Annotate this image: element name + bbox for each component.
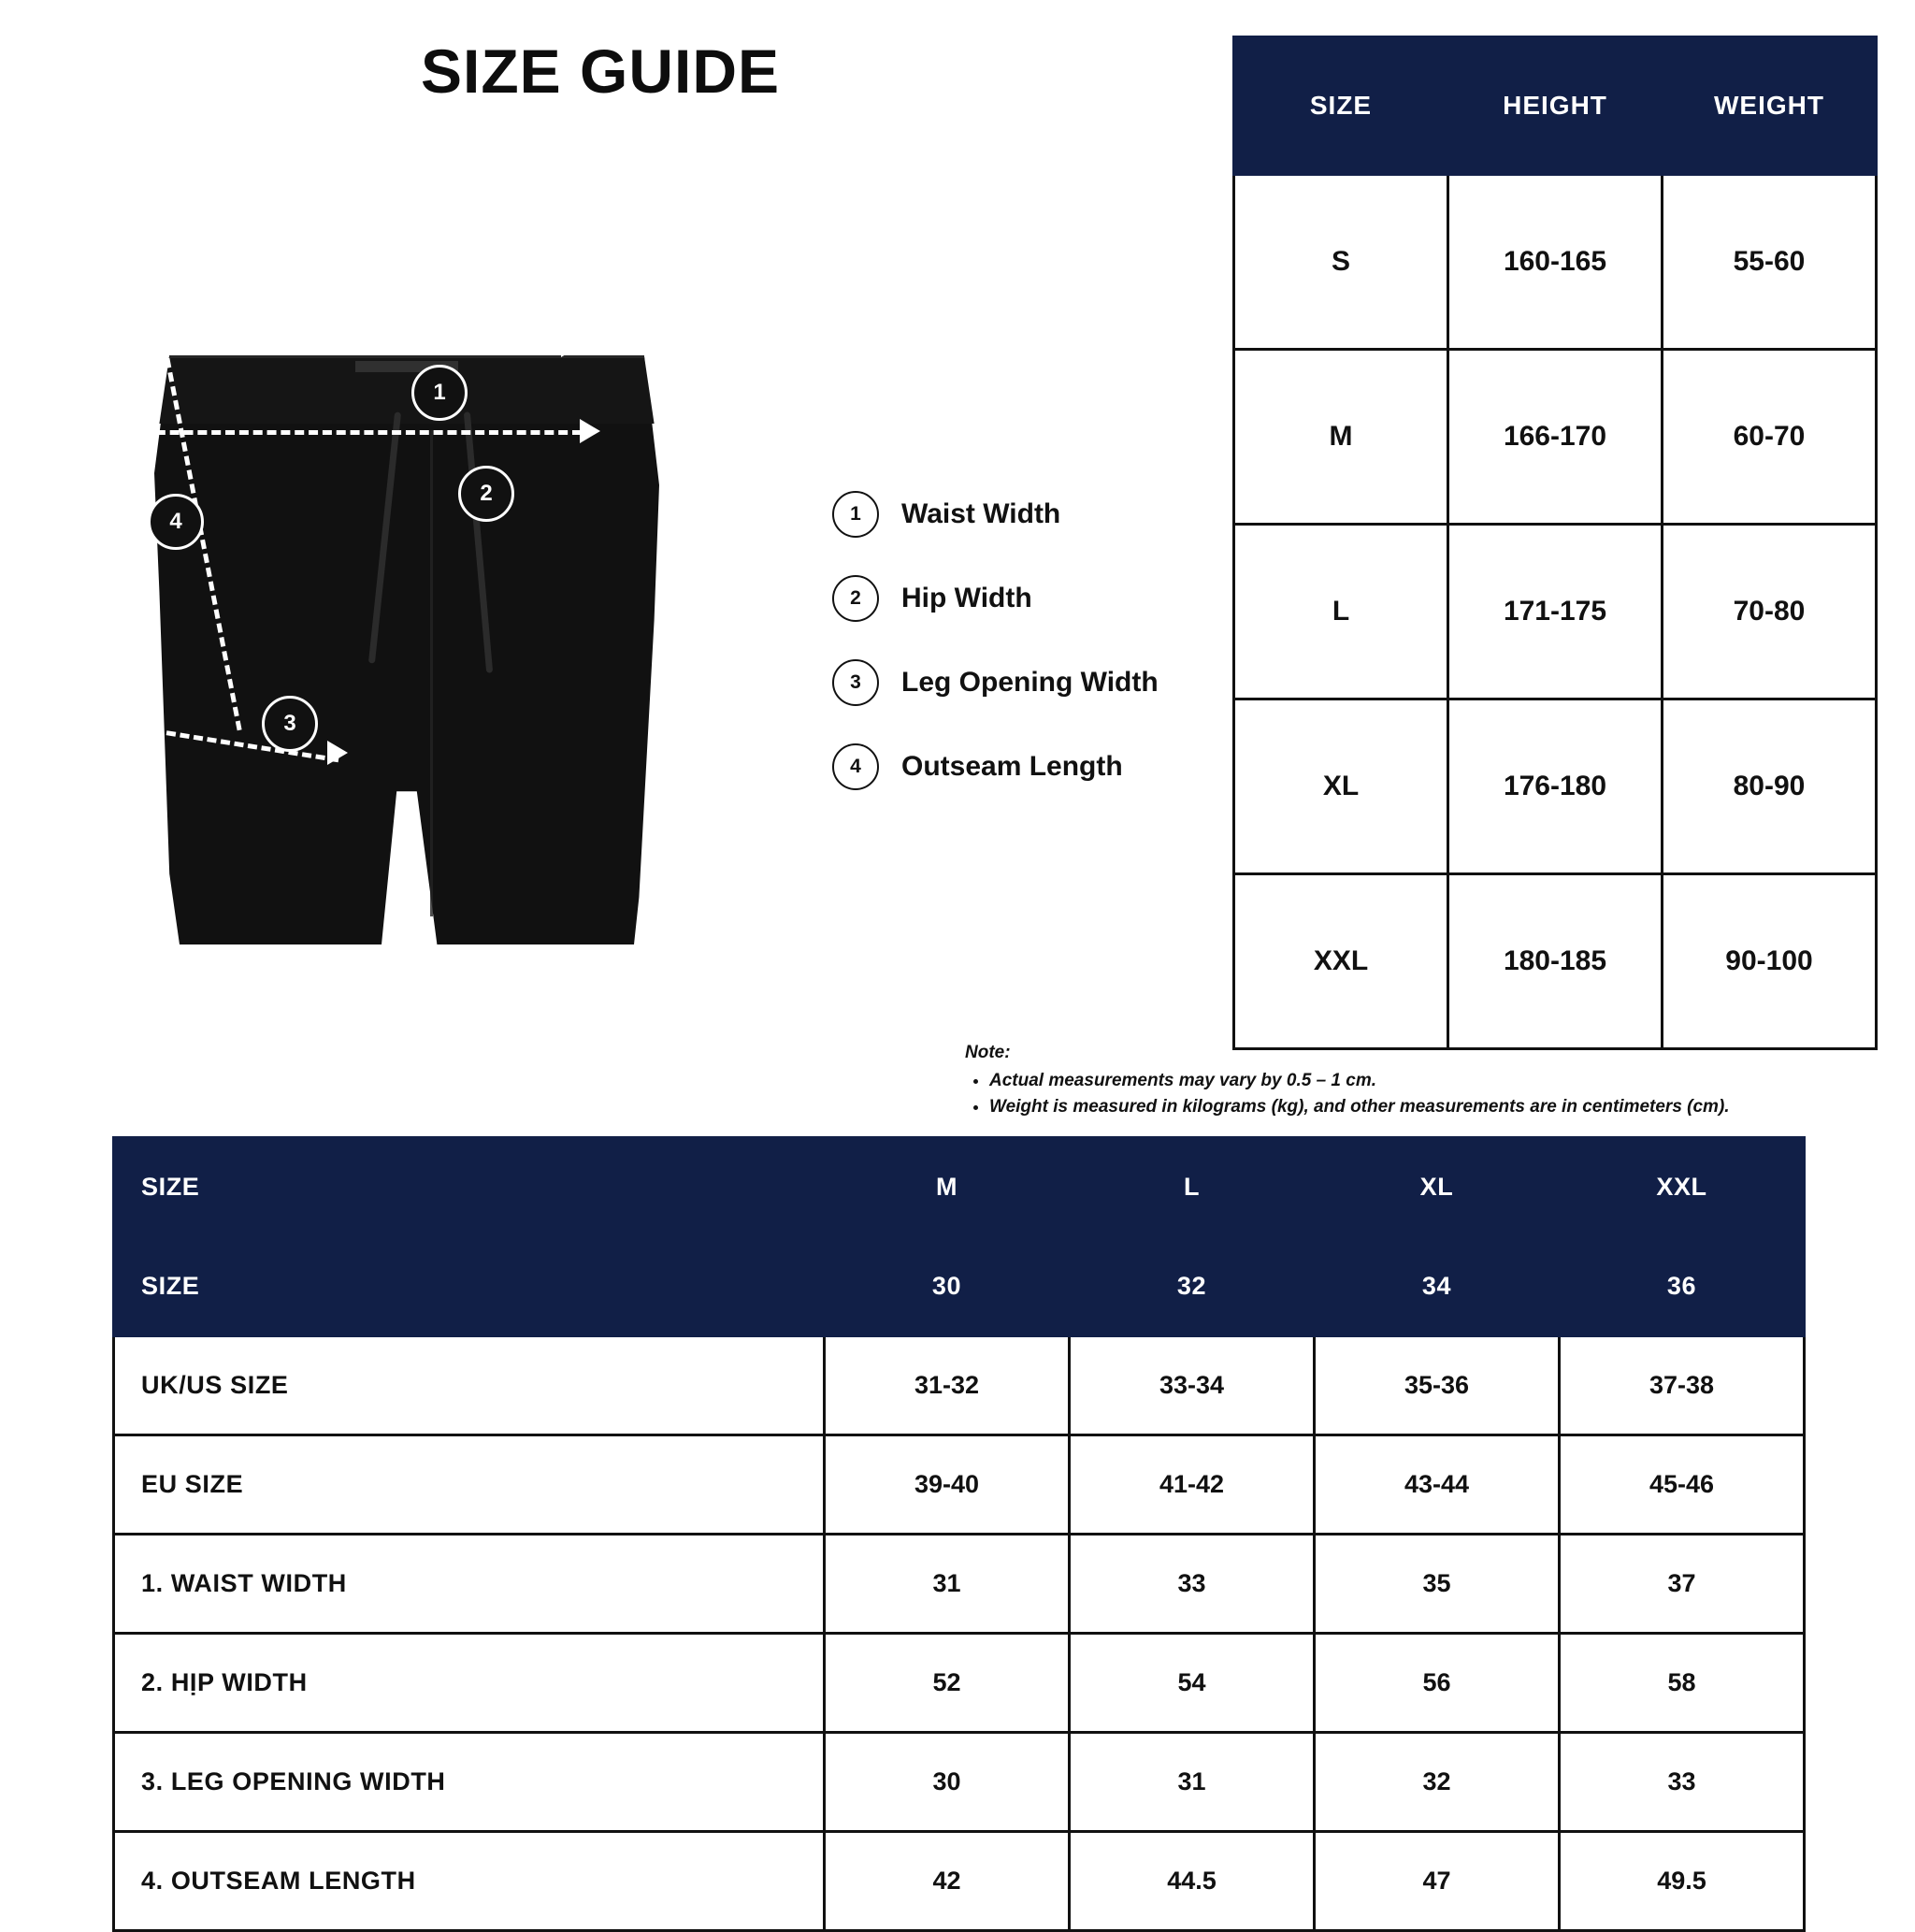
badge-leg-opening-label: 3 <box>283 711 296 736</box>
body-size-cell: S <box>1234 175 1448 350</box>
badge-waist-width-label: 1 <box>433 380 446 405</box>
legend-label-outseam-length: Outseam Length <box>901 751 1123 782</box>
table-row <box>114 1336 1805 1435</box>
product-diagram <box>94 309 711 963</box>
note-heading: Note: <box>965 1043 1011 1062</box>
body-size-col-weight: WEIGHT <box>1663 37 1877 175</box>
legend-item-hip-width <box>832 575 1225 622</box>
measure-header-row-letter <box>114 1138 1805 1237</box>
measure-header-num-30: 30 <box>825 1237 1070 1336</box>
row-value: 43-44 <box>1315 1435 1560 1535</box>
legend-number-4: 4 <box>832 743 879 790</box>
waist-width-arrow <box>161 344 563 349</box>
row-label: 4. OUTSEAM LENGTH <box>114 1832 825 1931</box>
row-value: 39-40 <box>825 1435 1070 1535</box>
legend-item-outseam-length <box>832 743 1225 790</box>
row-value: 47 <box>1315 1832 1560 1931</box>
shorts-illustration <box>122 337 701 944</box>
measure-header-m: M <box>825 1138 1070 1237</box>
body-height-cell: 160-165 <box>1448 175 1663 350</box>
note-block <box>965 1043 1891 1123</box>
badge-outseam-label: 4 <box>169 509 182 534</box>
badge-outseam-length <box>148 494 204 550</box>
page-title: SIZE GUIDE <box>421 36 781 106</box>
measure-header-num-34: 34 <box>1315 1237 1560 1336</box>
row-value: 42 <box>825 1832 1070 1931</box>
leg-opening-left-head <box>95 711 116 735</box>
measure-header-xl: XL <box>1315 1138 1560 1237</box>
hip-width-arrow <box>142 430 582 435</box>
badge-leg-opening-width <box>262 696 318 752</box>
row-value: 30 <box>825 1733 1070 1832</box>
row-value: 52 <box>825 1634 1070 1733</box>
body-weight-cell: 55-60 <box>1663 175 1877 350</box>
shorts-body <box>154 355 659 944</box>
body-size-col-size: SIZE <box>1234 37 1448 175</box>
row-value: 49.5 <box>1560 1832 1805 1931</box>
row-label: 2. HỊP WIDTH <box>114 1634 825 1733</box>
table-row <box>114 1634 1805 1733</box>
row-value: 41-42 <box>1070 1435 1315 1535</box>
row-value: 58 <box>1560 1634 1805 1733</box>
note-item: • Actual measurements may vary by 0.5 – 1 cm. <box>989 1071 1891 1091</box>
leg-opening-right-head <box>327 741 348 765</box>
measure-header-row-numeric <box>114 1237 1805 1336</box>
row-value: 33 <box>1070 1535 1315 1634</box>
note-item: • Weight is measured in kilograms (kg), and other measurements are in centimeters (cm). <box>989 1097 1891 1117</box>
badge-hip-width <box>458 466 514 522</box>
legend-item-leg-opening-width <box>832 659 1225 706</box>
row-value: 45-46 <box>1560 1435 1805 1535</box>
body-height-cell: 176-180 <box>1448 699 1663 874</box>
body-height-cell: 166-170 <box>1448 350 1663 525</box>
row-value: 37 <box>1560 1535 1805 1634</box>
measure-header-xxl: XXL <box>1560 1138 1805 1237</box>
legend-label-waist-width: Waist Width <box>901 498 1061 529</box>
legend-number-2: 2 <box>832 575 879 622</box>
body-size-table-header-row <box>1234 37 1877 175</box>
measure-header-label-numeric: SIZE <box>114 1237 825 1336</box>
body-size-cell: L <box>1234 525 1448 699</box>
measurement-legend <box>832 491 1225 828</box>
body-size-col-height: HEIGHT <box>1448 37 1663 175</box>
measure-header-num-32: 32 <box>1070 1237 1315 1336</box>
body-height-cell: 171-175 <box>1448 525 1663 699</box>
body-size-cell: M <box>1234 350 1448 525</box>
hip-arrow-right-head <box>580 419 600 443</box>
body-size-cell: XL <box>1234 699 1448 874</box>
row-value: 54 <box>1070 1634 1315 1733</box>
row-value: 37-38 <box>1560 1336 1805 1435</box>
table-row <box>1234 874 1877 1049</box>
table-row <box>1234 525 1877 699</box>
legend-number-1: 1 <box>832 491 879 538</box>
body-height-cell: 180-185 <box>1448 874 1663 1049</box>
table-row <box>114 1733 1805 1832</box>
measure-header-num-36: 36 <box>1560 1237 1805 1336</box>
row-label: 1. WAIST WIDTH <box>114 1535 825 1634</box>
row-value: 32 <box>1315 1733 1560 1832</box>
waist-arrow-right-head <box>561 333 582 357</box>
row-value: 31 <box>825 1535 1070 1634</box>
measure-header-label: SIZE <box>114 1138 825 1237</box>
row-value: 35 <box>1315 1535 1560 1634</box>
body-size-table <box>1232 36 1878 1050</box>
body-weight-cell: 90-100 <box>1663 874 1877 1049</box>
legend-item-waist-width <box>832 491 1225 538</box>
table-row <box>1234 350 1877 525</box>
table-row <box>114 1535 1805 1634</box>
table-row <box>1234 175 1877 350</box>
row-label: EU SIZE <box>114 1435 825 1535</box>
garment-measurement-table <box>112 1136 1806 1932</box>
row-label: 3. LEG OPENING WIDTH <box>114 1733 825 1832</box>
table-row <box>114 1435 1805 1535</box>
badge-waist-width <box>411 365 468 421</box>
row-value: 35-36 <box>1315 1336 1560 1435</box>
body-weight-cell: 60-70 <box>1663 350 1877 525</box>
hip-arrow-left-head <box>125 419 146 443</box>
center-seam <box>430 430 433 916</box>
table-row <box>1234 699 1877 874</box>
legend-number-3: 3 <box>832 659 879 706</box>
row-value: 44.5 <box>1070 1832 1315 1931</box>
body-weight-cell: 80-90 <box>1663 699 1877 874</box>
badge-hip-width-label: 2 <box>480 481 493 506</box>
row-value: 33-34 <box>1070 1336 1315 1435</box>
row-value: 33 <box>1560 1733 1805 1832</box>
body-weight-cell: 70-80 <box>1663 525 1877 699</box>
legend-label-hip-width: Hip Width <box>901 583 1032 613</box>
row-value: 31 <box>1070 1733 1315 1832</box>
body-size-cell: XXL <box>1234 874 1448 1049</box>
legend-label-leg-opening-width: Leg Opening Width <box>901 667 1159 698</box>
row-value: 56 <box>1315 1634 1560 1733</box>
row-label: UK/US SIZE <box>114 1336 825 1435</box>
measure-header-l: L <box>1070 1138 1315 1237</box>
row-value: 31-32 <box>825 1336 1070 1435</box>
table-row <box>114 1832 1805 1931</box>
